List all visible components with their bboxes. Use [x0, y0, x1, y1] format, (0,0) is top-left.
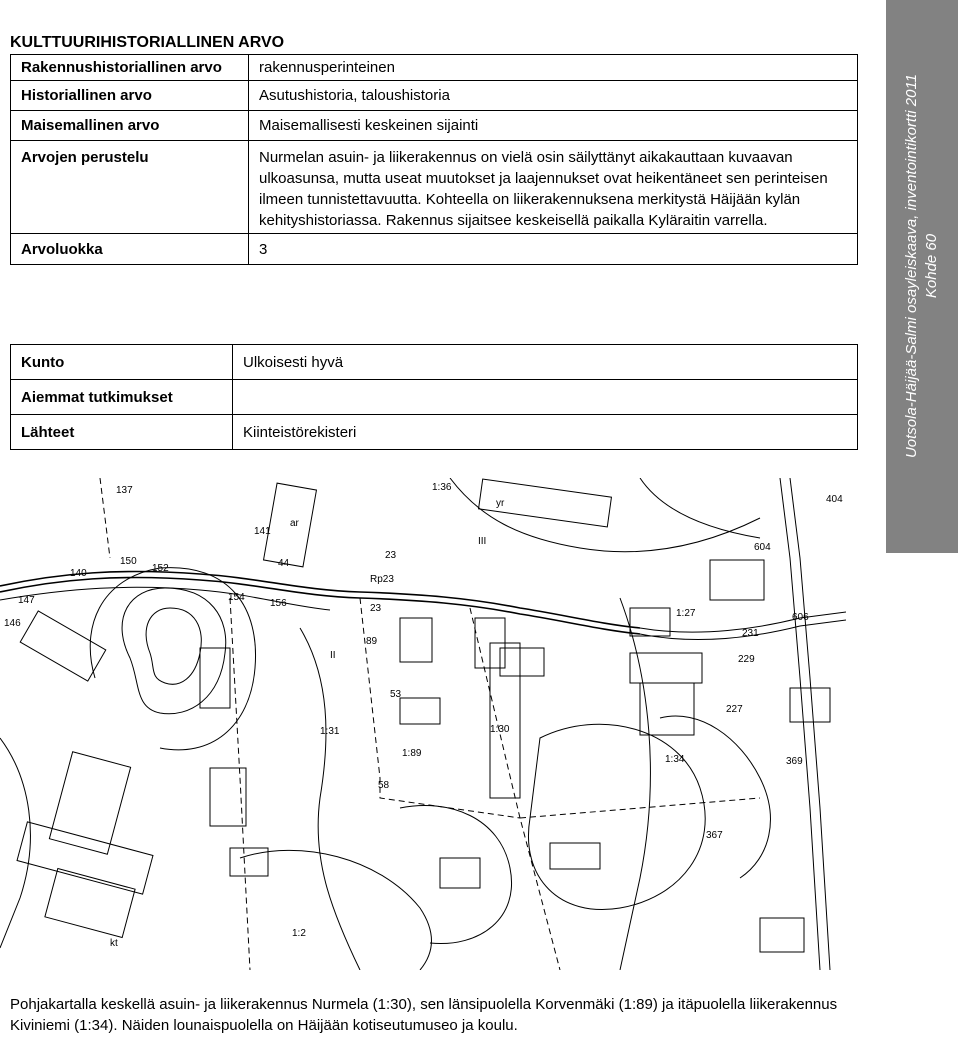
map-label: 53 [390, 689, 402, 700]
map-label: yr [496, 498, 505, 509]
map-label: 147 [18, 595, 35, 606]
values-table [10, 54, 858, 265]
map-labels [4, 482, 843, 949]
map-label: 604 [754, 542, 771, 553]
map-label: 404 [826, 494, 843, 505]
table-row [11, 55, 858, 81]
row-label: Historiallinen arvo [11, 81, 249, 111]
table-row [11, 234, 858, 265]
sidebar-text [902, 0, 942, 542]
row-value: Asutushistoria, taloushistoria [249, 81, 858, 111]
map-label: 606 [792, 612, 809, 623]
table-row [11, 81, 858, 111]
map-label: 1:27 [676, 608, 696, 619]
row-label: Arvoluokka [11, 234, 249, 265]
map-label: 367 [706, 830, 723, 841]
row-label: Rakennushistoriallinen arvo [11, 55, 249, 81]
map-label: 23 [385, 550, 397, 561]
map-label: 1:30 [490, 724, 510, 735]
section-title: KULTTUURIHISTORIALLINEN ARVO [10, 34, 285, 51]
map-label: ar [290, 518, 299, 529]
row-label: Kunto [11, 345, 233, 380]
map-label: 154 [228, 592, 245, 603]
row-value: rakennusperinteinen [249, 55, 858, 81]
map-label: 44 [278, 558, 290, 569]
base-map [0, 478, 846, 970]
table-row [11, 415, 858, 450]
map-label: 1:36 [432, 482, 452, 493]
row-value: Kiinteistörekisteri [233, 415, 858, 450]
row-label: Maisemallinen arvo [11, 111, 249, 141]
row-value: Ulkoisesti hyvä [233, 345, 858, 380]
sidebar-line-1: Uotsola-Häijää-Salmi osayleiskaava, inventointikortti 2011 [903, 73, 920, 459]
row-value [233, 380, 858, 415]
row-value: 3 [249, 234, 858, 265]
map-label: 369 [786, 756, 803, 767]
table-row [11, 141, 858, 234]
row-value: Nurmelan asuin- ja liikerakennus on vielä osin säilyttänyt aikakauttaan kuvaavan ulkoasunsa, mutta useat muutokset ja laajennukset ovat heikentäneet sen perinteisen ilmeen tunnistettavuutta. Kohteella on liikerakennuksena merkitystä Häijään kylän kehityshistoriassa. Rakennus sijaitsee keskeisellä paikalla Kyläraitin varrella. [249, 141, 858, 234]
map-label: 152 [152, 563, 169, 574]
map-label: 150 [120, 556, 137, 567]
row-label: Lähteet [11, 415, 233, 450]
map-label: 227 [726, 704, 743, 715]
sidebar-band [886, 0, 958, 553]
map-label: kt [110, 938, 118, 949]
map-label: 89 [366, 636, 378, 647]
map-label: 23 [370, 603, 382, 614]
map-label: II [330, 650, 336, 661]
map-label: 1:34 [665, 754, 685, 765]
map-label: 140 [70, 568, 87, 579]
map-label: 1:31 [320, 726, 340, 737]
sidebar-line-2: Kohde 60 [923, 233, 940, 299]
map-label: III [478, 536, 487, 547]
row-label: Aiemmat tutkimukset [11, 380, 233, 415]
map-label: 156 [270, 598, 287, 609]
map-label: 231 [742, 628, 759, 639]
row-label: Arvojen perustelu [11, 141, 249, 234]
status-table [10, 344, 858, 450]
table-row [11, 380, 858, 415]
map-label: 141 [254, 526, 271, 537]
map-label: 137 [116, 485, 133, 496]
map-label: 1:89 [402, 748, 422, 759]
map-label: 146 [4, 618, 21, 629]
map-label: Rp23 [370, 574, 394, 585]
map-label: 229 [738, 654, 755, 665]
table-row [11, 111, 858, 141]
map-caption: Pohjakartalla keskellä asuin- ja liikerakennus Nurmela (1:30), sen länsipuolella Korvenmäki (1:89) ja itäpuolella liikerakennus Kiviniemi (1:34). Näiden lounaispuolella on Häijään kotiseutumuseo ja koulu. [10, 996, 838, 1034]
map-label: 1:2 [292, 928, 306, 939]
row-value: Maisemallisesti keskeinen sijainti [249, 111, 858, 141]
table-row [11, 345, 858, 380]
map-label: 58 [378, 780, 390, 791]
